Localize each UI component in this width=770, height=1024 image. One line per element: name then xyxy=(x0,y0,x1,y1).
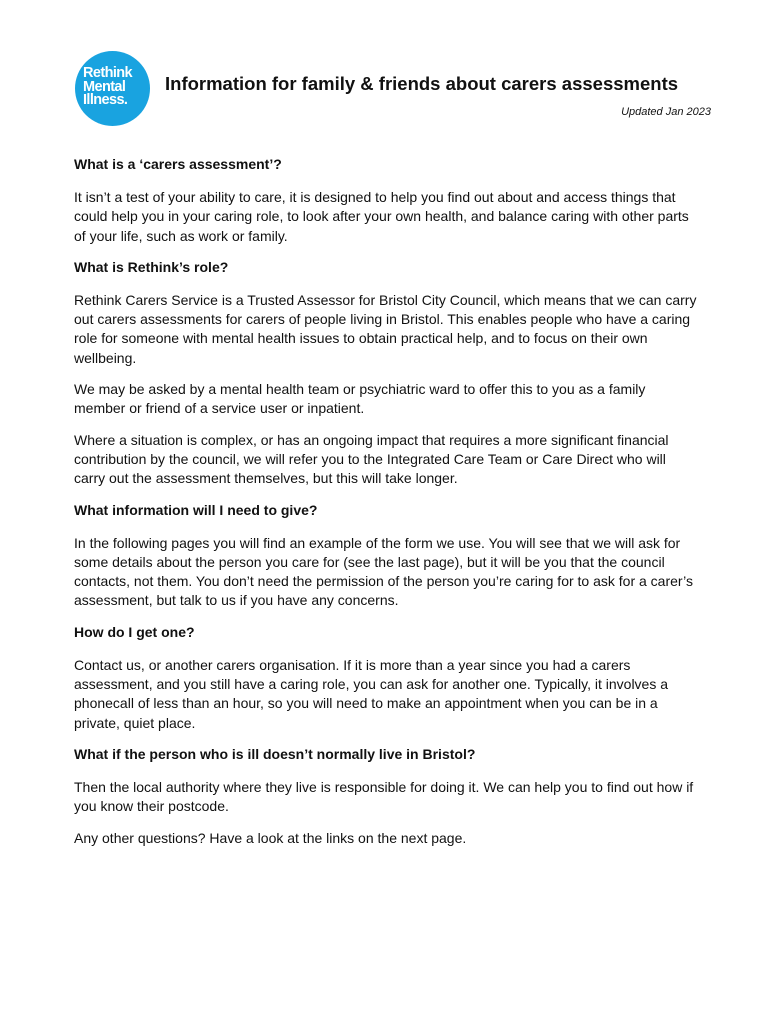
paragraph: We may be asked by a mental health team or psychiatric ward to offer this to you as a family member or friend of a service user or inpatient. xyxy=(74,381,646,417)
document-title: Information for family & friends about carers assessments xyxy=(165,73,679,94)
section-heading: What is a ‘carers assessment’? xyxy=(74,156,282,172)
section-rethink-role xyxy=(74,258,699,489)
section-outside-bristol xyxy=(74,745,699,848)
section-information-needed xyxy=(74,501,699,611)
logo-line: Rethink xyxy=(83,65,132,81)
paragraph: It isn’t a test of your ability to care, it is designed to help you find out about and access things that could help you in your caring role, to look after your own health, and balance caring with other parts of your life, such as work or family. xyxy=(74,189,689,244)
paragraph: Contact us, or another carers organisation. If it is more than a year since you had a carers assessment, and you still have a caring role, you can ask for another one. Typically, it involves a phonecall of less than an hour, so you will need to make an appointment when you can be in a private, quiet place. xyxy=(74,656,669,731)
section-heading: What information will I need to give? xyxy=(74,501,318,518)
document-body xyxy=(74,155,699,860)
paragraph: In the following pages you will find an example of the form we use. You will see that we will ask for some details about the person you care for (see the last page), but it will be you that the council contacts, not them. You don’t need the permission of the person you’re caring for to ask for a carer’s assessment, but talk to us if you have any concerns. xyxy=(74,534,693,609)
section-heading: What if the person who is ill doesn’t normally live in Bristol? xyxy=(74,745,476,762)
paragraph: Rethink Carers Service is a Trusted Assessor for Bristol City Council, which means that we can carry out carers assessments for carers of people living in Bristol. This enables people who have a caring role for someone with mental health issues to obtain practical help, and to focus on their own wellbeing. xyxy=(74,291,697,366)
paragraph: Where a situation is complex, or has an ongoing impact that requires a more significant financial contribution by the council, we will refer you to the Integrated Care Team or Care Direct who will carry out the assessment themselves, but this will take longer. xyxy=(74,431,669,487)
paragraph: Any other questions? Have a look at the links on the next page. xyxy=(74,829,467,846)
section-what-is-assessment xyxy=(74,155,699,246)
section-heading: How do I get one? xyxy=(74,623,195,640)
logo-line: Illness. xyxy=(83,92,128,108)
rethink-logo xyxy=(75,51,150,126)
section-how-to-get-one xyxy=(74,623,699,733)
logo-line: Mental xyxy=(83,78,126,95)
updated-date: Updated Jan 2023 xyxy=(621,106,711,118)
logo-wordmark xyxy=(83,67,149,108)
section-heading: What is Rethink’s role? xyxy=(74,258,229,275)
paragraph: Then the local authority where they live is responsible for doing it. We can help you to find out how if you know their postcode. xyxy=(74,778,694,815)
